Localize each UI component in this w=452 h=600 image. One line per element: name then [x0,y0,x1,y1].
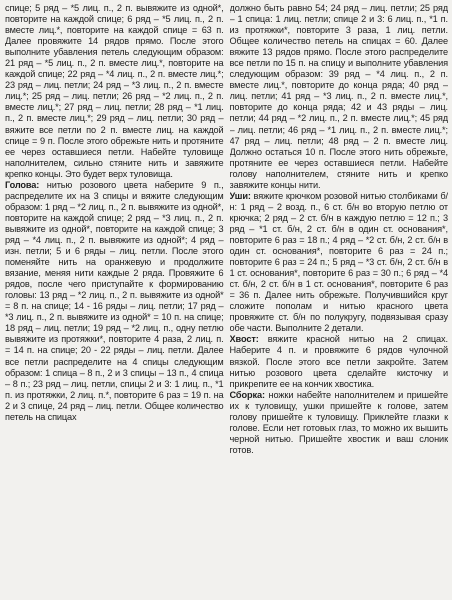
paragraph-tail [230,334,449,389]
paragraph-text: нитью розового цвета наберите 9 п., распределите их на 3 спицы и вяжите следующим образом: 1 ряд – *2 лиц. п., 2 п. вывяжите из одной*, повторите на каждой спице; 2 ряд – *3 лиц. п., 2 п. вывяжите из одной*, повторите на каждой спице; 3 ряд – *4 лиц. п., 2 п. вывяжите из одной*; 4 ряд – изн. петли; 5 и 6 ряды – лиц. петли. После этого поменяйте нить на оранжевую и продолжите вязание, меняя нити каждые 2 ряда. Провяжите 6 рядов, после чего приступайте к формированию головы: 13 ряд – *2 лиц. п., 2 п. вывяжите из одной* = 8 п. на спице; 14 - 16 ряды – лиц. петли; 17 ряд – *3 лиц. п., 2 п. вывяжите из одной* = 10 п. на спице; 18 ряд – лиц. петли; 19 ряд – *2 лиц. п., одну петлю вывяжите из протяжки*, повторите 4 раза, 2 лиц. п. = 14 п. на спице; 20 - 22 ряды – лиц. петли. Далее все петли распределите на 4 спицы следующим образом: 1 спица – 8 п., 2 и 3 спицы – 13 п., 4 спица – 8 п.; 23 ряд – лиц. петли, спицы 2 и 3: 1 лиц. п., *1 п. из протяжки, 2 лиц. п.*, повторите 6 раз = 19 п. на 2 и 3 спице, 24 ряд – лиц. петли. Общее количество петель на спицах [5,179,224,422]
paragraph-head [5,180,224,423]
paragraph-body-top [5,3,224,180]
paragraph-head-continued [230,3,449,191]
paragraph-text: ножки набейте наполнителем и пришейте их к туловищу, ушки пришейте к голове, затем голову пришейте к туловищу. Приклейте глазки к голове. Если нет готовых глаз, то можно их вышить черной нитью. Пришейте хвостик и ваш слоник готов. [229,389,448,455]
section-heading-tail: Хвост: [229,334,259,345]
right-column [230,3,449,598]
paragraph-assembly [230,390,449,456]
paragraph-text: вяжите крючком розовой нитью столбиками б/н: 1 ряд – 2 возд. п., 6 ст. б/н во вторую петлю от крючка; 2 ряд – 2 ст. б/н в каждую петлю = 12 п.; 3 ряд – *1 ст. б/н, 2 ст. б/н в один ст. основания*, повторите 6 раз = 18 п.; 4 ряд – *2 ст. б/н, 2 ст. б/н в один ст. основания*, повторите 6 раз = 24 п.; повторите 6 раз = 24 п.; 5 ряд – *3 ст. б/н, 2 ст. б/н в 1 ст. основания*, повторите 6 раз = 30 п.; 6 ряд – *4 ст. б/н, 2 ст. б/н в 1 ст. основания*, повторите 6 раз = 36 п. Далее нить обрежьте. Получившийся круг сложите пополам и нитью красного цвета провяжите ст. б/н по полукругу, подвязывая сразу обе части. Выполните 2 детали. [229,190,448,334]
paragraph-text: спице; 5 ряд – *5 лиц. п., 2 п. вывяжите из одной*, повторите на каждой спице; 6 ряд – *5 лиц. п., 2 п. вместе лиц.*, повторите на каждой спице = 63 п. Далее провяжите 14 рядов прямо. После этого выполните убавления петель следующим образом: 21 ряд – *5 лиц. п., 2 п. вместе лиц.*, повторите на каждой спице; 22 ряд – *4 лиц. п., 2 п. вместе лиц.*; 23 ряд – лиц. петли; 24 ряд – *3 лиц. п., 2 п. вместе лиц.*; 25 ряд – лиц. петли; 26 ряд – *2 лиц. п., 2 п. вместе лиц.*; 27 ряд – лиц. петли; 28 ряд – *1 лиц. п., 2 п. вместе лиц.*; 29 ряд – лиц. петли; 30 ряд – вяжите все петли по 2 п. вместе лиц. на каждой спице = 9 п. После этого обрежьте нить и протяните ее через оставшиеся петли. Набейте туловище наполнителем, сильно стяните нить и завяжите крепко концы. Это будет верх туловища. [5,3,224,179]
paragraph-text: должно быть равно 54; 24 ряд – лиц. петли; 25 ряд – 1 спица: 1 лиц. петли; спице 2 и 3: 6 лиц. п., *1 п. из протяжки*, повторите 3 раза, 1 лиц. петли. Общее количество петель на спицах = 60. Далее вяжите 13 рядов прямо. После этого распределите все петли по 15 п. на спицу и выполните убавления следующим образом: 39 ряд – *4 лиц. п., 2 п. вместе лиц.*, повторите до конца ряда; 40 ряд – лиц. петли; 41 ряд – *3 лиц. п., 2 п. вместе лиц.*, повторите до конца ряда; 42 и 43 ряды – лиц. петли; 44 ряд – *2 лиц. п., 2 п. вместе лиц.*; 45 ряд – лиц. петли; 46 ряд – *1 лиц. п., 2 п. вместе лиц.*; 47 ряд – лиц. петли; 48 ряд – 2 п. вместе лиц. Должно остаться 10 п. После этого нить обрежьте, протяните ее через оставшиеся петли. Набейте голову наполнителем, стяните нить и крепко завяжите концы нити. [229,3,448,190]
section-heading-ears: Уши: [229,190,251,201]
paragraph-text: вяжите красной нитью на 2 спицах. Наберите 4 п. и провяжите 6 рядов чулочной вязкой. После этого все петли закройте. Затем нитью розового цвета сделайте кисточку и прикрепите ее на кончик хвостика. [229,334,448,389]
paragraph-ears [230,191,449,335]
section-heading-assembly: Сборка: [229,389,265,400]
section-heading-head: Голова: [5,179,40,190]
left-column [5,3,224,598]
